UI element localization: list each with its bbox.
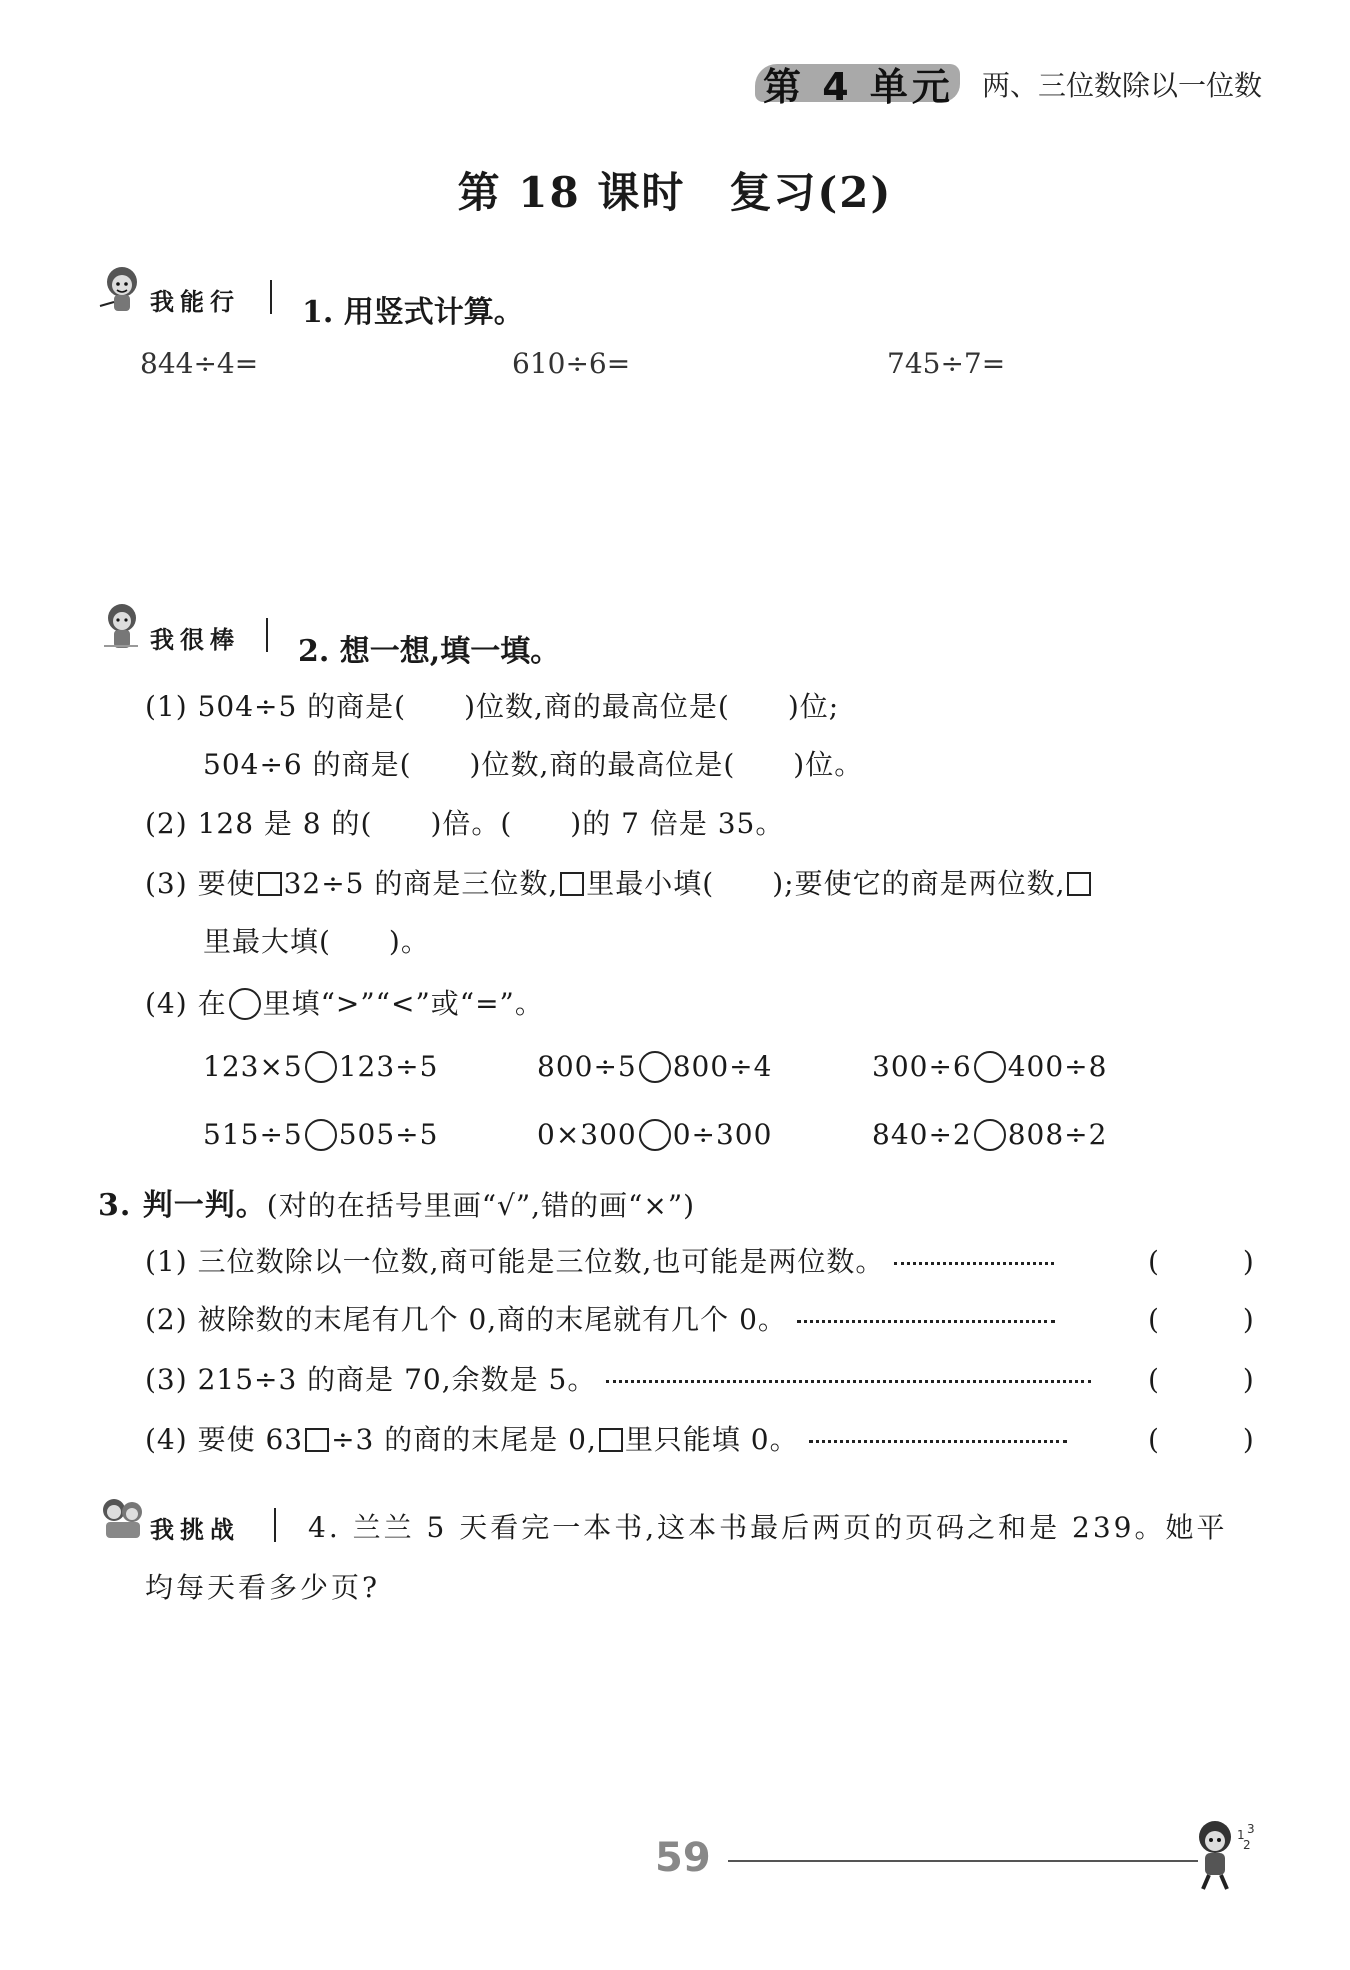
q1-title: 1. 用竖式计算。: [302, 295, 524, 330]
q3-item-text-b: ÷3 的商的末尾是 0,: [331, 1423, 597, 1456]
q4-line2: 均每天看多少页?: [145, 1571, 381, 1604]
blank-square-icon: [560, 872, 584, 896]
dot-leader: [797, 1320, 1055, 1323]
blank-circle-icon: [229, 988, 261, 1020]
badge-label: 我能行: [150, 288, 240, 316]
q2-part3-line1: [145, 862, 1093, 902]
compare-circle-icon: [305, 1119, 337, 1151]
kids-mascot-icon: [98, 1490, 148, 1548]
blank-square-icon: [1067, 872, 1091, 896]
q2-part3-text-b: 32÷5 的商是三位数,: [283, 867, 559, 900]
q2-part4-intro: [145, 982, 544, 1022]
q2-part3-text-c: 里最小填( );要使它的商是两位数,: [586, 867, 1066, 900]
dot-leader: [606, 1380, 1091, 1383]
q3-item-3: [145, 1358, 1091, 1398]
q3-answer-paren-4: ( ): [1148, 1423, 1254, 1456]
badge-divider: [270, 280, 272, 314]
svg-text:1: 1: [1237, 1828, 1245, 1842]
badge-divider: [274, 1508, 276, 1542]
dot-leader: [809, 1440, 1067, 1443]
q3-title-bold: 3. 判一判。: [98, 1188, 267, 1223]
dot-leader: [894, 1262, 1054, 1265]
badge-wo-hen-bang: [98, 600, 288, 660]
compare-item-3: [872, 1050, 1107, 1083]
compare-item-1: [203, 1050, 438, 1083]
compare-left: 840÷2: [872, 1118, 972, 1151]
compare-circle-icon: [639, 1119, 671, 1151]
compare-left: 515÷5: [203, 1118, 303, 1151]
q2-part4-text-b: 里填“>”“<”或“=”。: [262, 987, 544, 1020]
q3-title-rest: (对的在括号里画“√”,错的画“×”): [266, 1189, 696, 1222]
q3-item-text-a: (4) 要使 63: [145, 1423, 304, 1456]
page-number: 59: [655, 1835, 711, 1881]
boy-mascot-icon: [1185, 1815, 1255, 1895]
badge-divider: [266, 618, 268, 652]
unit-label: 第 4 单元: [763, 65, 954, 109]
compare-item-4: [203, 1118, 438, 1151]
q3-item-text-c: 里只能填 0。: [624, 1423, 799, 1456]
q2-part1-line2: 504÷6 的商是( )位数,商的最高位是( )位。: [203, 748, 864, 781]
compare-left: 300÷6: [872, 1050, 972, 1083]
q3-title: [98, 1180, 695, 1224]
q3-answer-paren-2: ( ): [1148, 1303, 1254, 1336]
compare-circle-icon: [974, 1119, 1006, 1151]
badge-label: 我很棒: [150, 626, 240, 654]
q3-item-4: [145, 1418, 1067, 1458]
q3-item-1: [145, 1240, 1054, 1280]
compare-item-5: [537, 1118, 772, 1151]
compare-circle-icon: [974, 1051, 1006, 1083]
compare-left: 800÷5: [537, 1050, 637, 1083]
footer-rule: [728, 1860, 1198, 1862]
q3-item-text: (2) 被除数的末尾有几个 0,商的末尾就有几个 0。: [145, 1303, 787, 1336]
compare-right: 505÷5: [338, 1118, 439, 1151]
compare-right: 808÷2: [1007, 1118, 1108, 1151]
q2-part1-line1: (1) 504÷5 的商是( )位数,商的最高位是( )位;: [145, 690, 840, 723]
q1-expr-1: 844÷4=: [140, 347, 259, 380]
compare-right: 400÷8: [1007, 1050, 1108, 1083]
q1-expr-2: 610÷6=: [512, 347, 631, 380]
q2-part2: (2) 128 是 8 的( )倍。( )的 7 倍是 35。: [145, 807, 785, 840]
q2-part4-text-a: (4) 在: [145, 987, 227, 1020]
compare-item-2: [537, 1050, 772, 1083]
compare-right: 123÷5: [338, 1050, 439, 1083]
compare-item-6: [872, 1118, 1107, 1151]
compare-left: 0×300: [537, 1118, 637, 1151]
q1-expr-3: 745÷7=: [887, 347, 1006, 380]
compare-right: 0÷300: [672, 1118, 773, 1151]
unit-banner: [755, 56, 960, 109]
q3-item-text: (1) 三位数除以一位数,商可能是三位数,也可能是两位数。: [145, 1245, 885, 1278]
q3-answer-paren-3: ( ): [1148, 1363, 1254, 1396]
q2-title: 2. 想一想,填一填。: [298, 634, 561, 669]
q3-answer-paren-1: ( ): [1148, 1245, 1254, 1278]
badge-wo-neng-xing: [98, 262, 288, 322]
compare-circle-icon: [639, 1051, 671, 1083]
blank-square-icon: [258, 872, 282, 896]
lesson-title: 第 18 课时 复习(2): [457, 168, 893, 217]
q2-part3-text-a: (3) 要使: [145, 867, 256, 900]
q4-line1: 4. 兰兰 5 天看完一本书,这本书最后两页的页码之和是 239。她平: [308, 1511, 1228, 1544]
blank-square-icon: [305, 1428, 329, 1452]
compare-right: 800÷4: [672, 1050, 773, 1083]
svg-text:3: 3: [1247, 1822, 1255, 1836]
q2-part3-line2: 里最大填( )。: [203, 925, 430, 958]
girl-mascot-icon: [98, 262, 148, 320]
unit-subtitle: 两、三位数除以一位数: [982, 69, 1263, 102]
svg-text:2: 2: [1243, 1838, 1251, 1852]
q3-item-2: [145, 1298, 1055, 1338]
compare-left: 123×5: [203, 1050, 303, 1083]
badge-wo-tiao-zhan: [98, 1490, 288, 1550]
blank-square-icon: [599, 1428, 623, 1452]
girl-mascot-icon: [98, 600, 148, 658]
compare-circle-icon: [305, 1051, 337, 1083]
q3-item-text: (3) 215÷3 的商是 70,余数是 5。: [145, 1363, 597, 1396]
badge-label: 我挑战: [150, 1516, 240, 1544]
